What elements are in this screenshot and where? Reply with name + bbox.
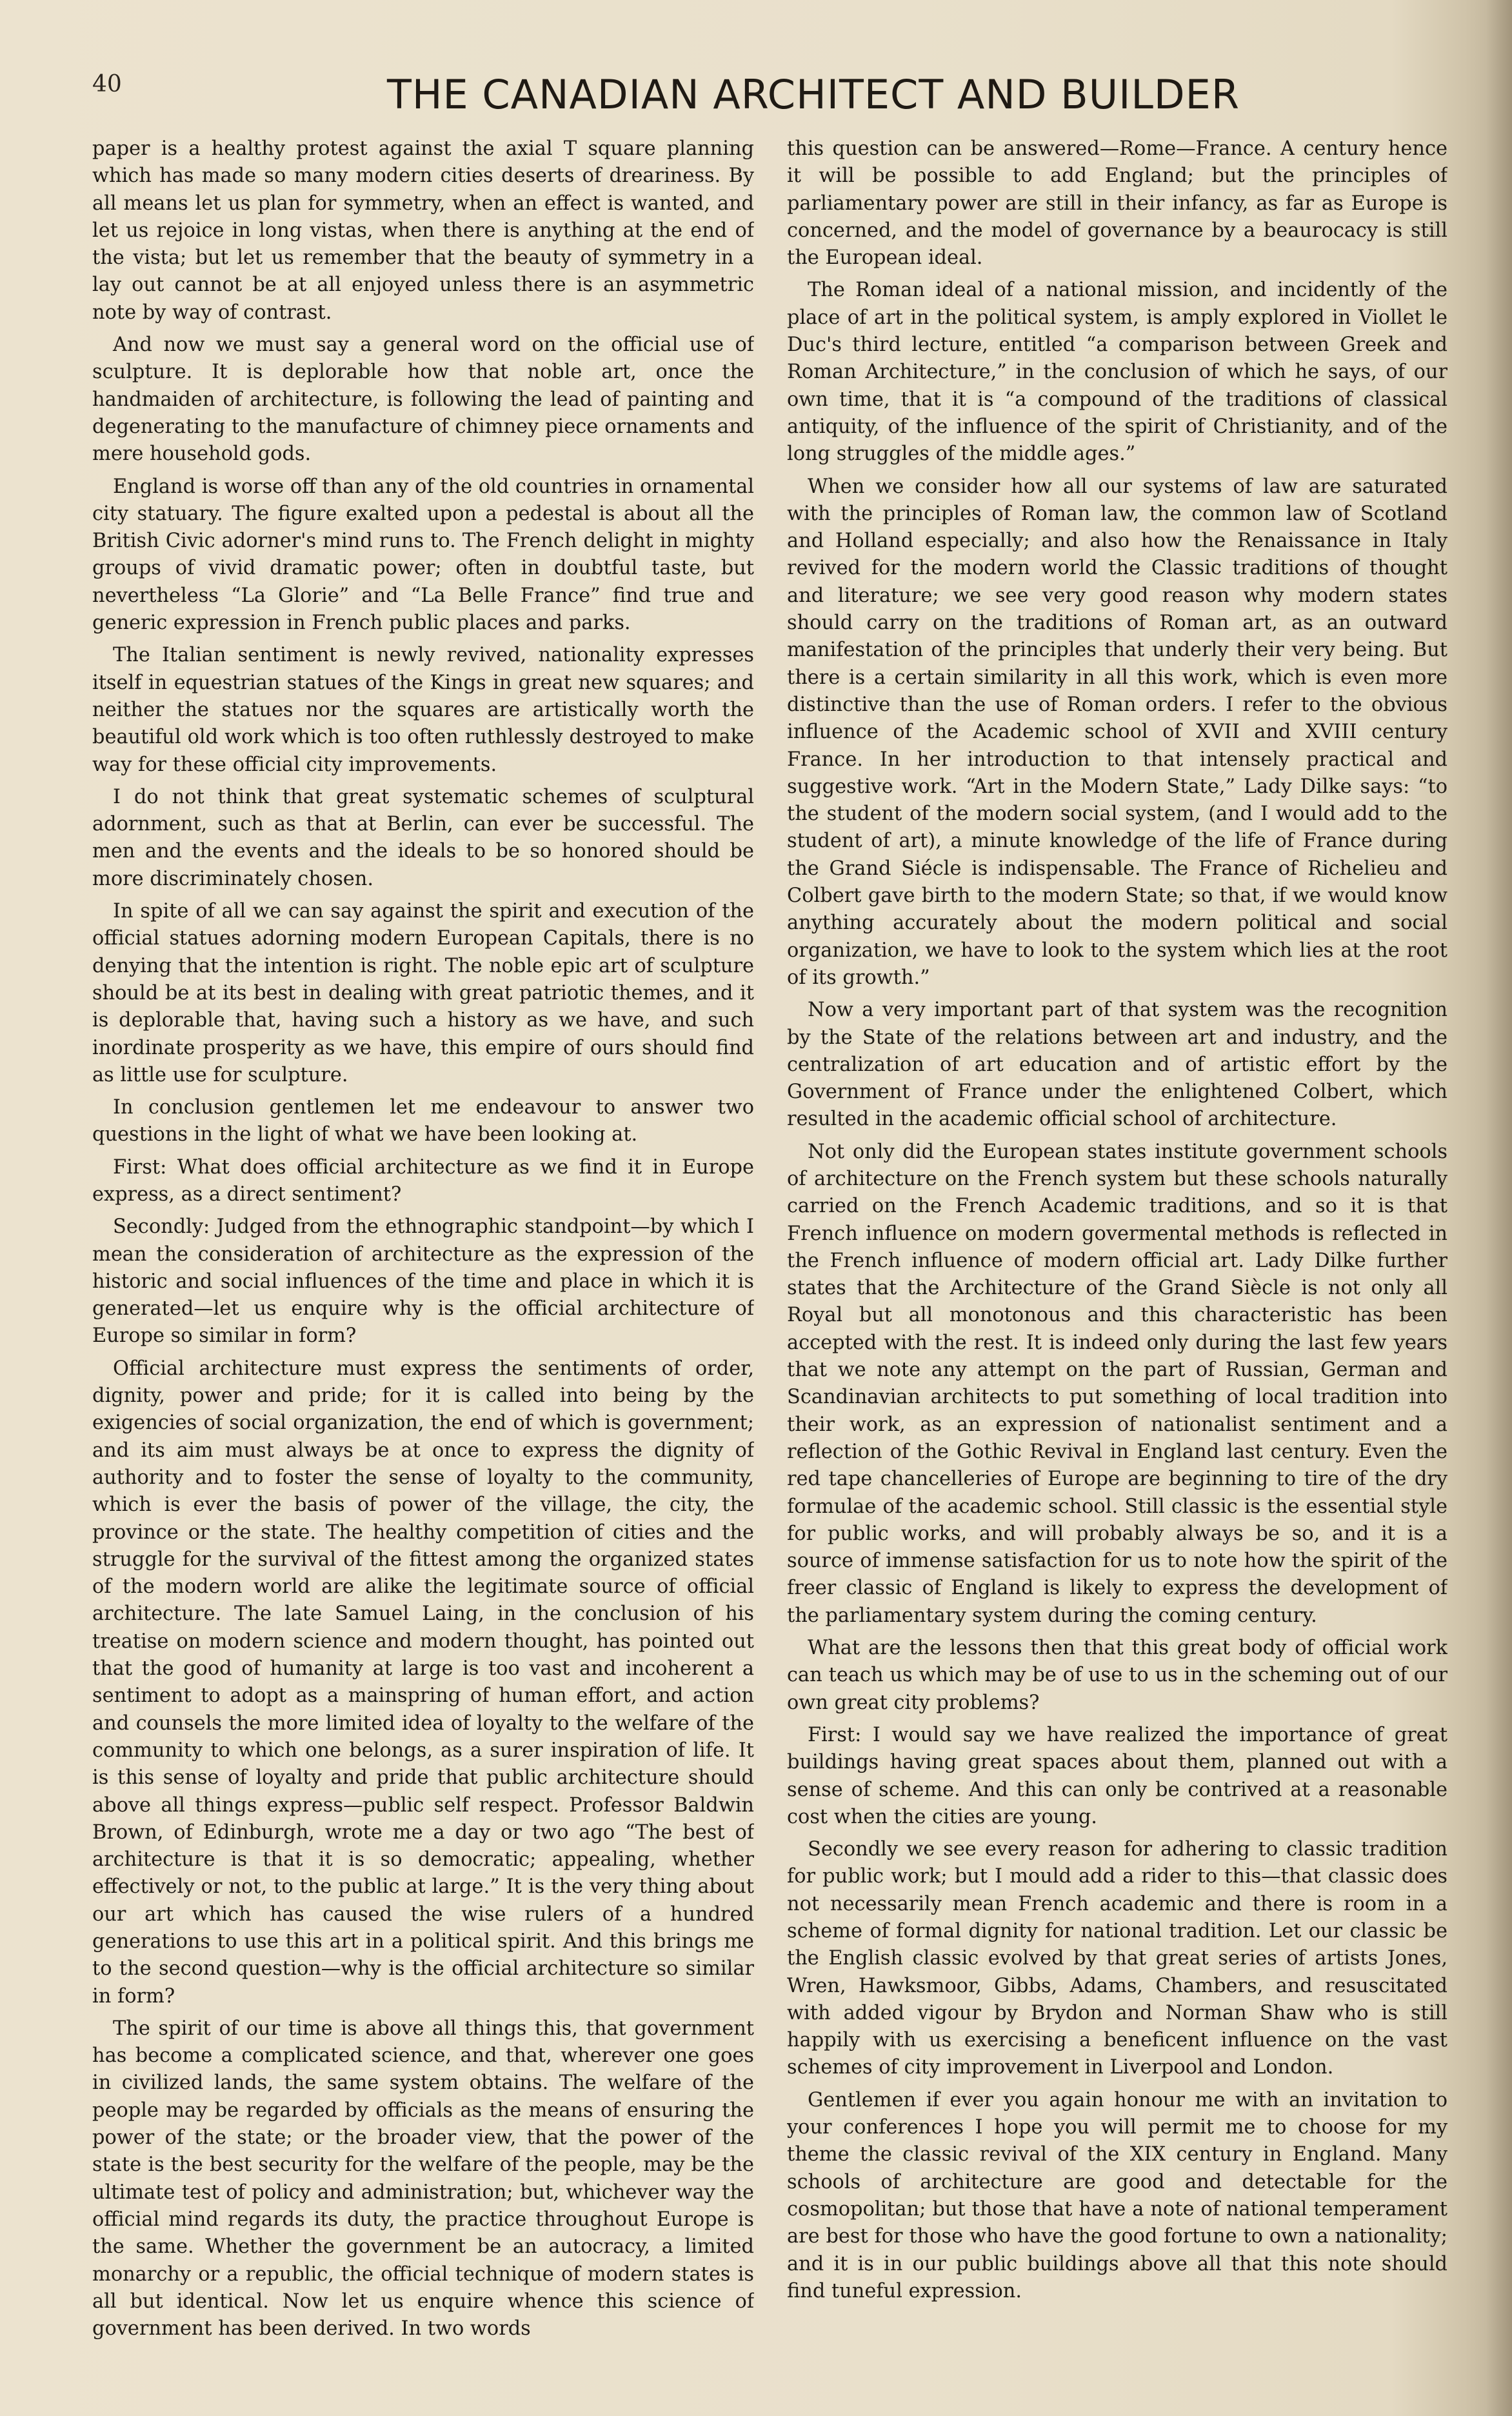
left-column	[92, 135, 754, 2393]
paragraph: First: I would say we have realized the importance of great buildings having great spaces about them, planned out with a sense of scheme. And this can only be contrived at a reasonable cost when the cities are young.	[787, 1723, 1447, 1828]
paragraph: The Italian sentiment is newly revived, nationality expresses itself in equestrian statues of the Kings in great new squares; and neither the statues nor the squares are artistically worth the beautiful old work which is too often ruthlessly destroyed to make way for these official city improvements.	[92, 644, 754, 776]
paragraph: When we consider how all our systems of law are saturated with the principles of Roman law, the common law of Scotland and Holland especially; and also how the Renaissance in Italy revived for the modern world the Classic traditions of thought and literature; we see very good reason why modern states should carry on the traditions of Roman art, as an outward manifestation of the principles that underly their very being. But there is a certain similarity in all this work, which is even more distinctive than the use of Roman orders. I refer to the obvious influence of the Academic school of XVII and XVIII century France. In her introduction to that intensely practical and suggestive work. “Art in the Modern State,” Lady Dilke says: “to the student of the modern social system, (and I would add to the student of art), a minute knowledge of the life of France during the Grand Siécle is indispensable. The France of Richelieu and Colbert gave birth to the modern State; so that, if we would know anything accurately about the modern political and social organization, we have to look to the system which lies at the root of its growth.”	[787, 475, 1447, 989]
paragraph: The Roman ideal of a national mission, and incidently of the place of art in the political system, is amply explored in Viollet le Duc's third lecture, entitled “a comparison between Greek and Roman Architecture,” in the conclusion of which he says, of our own time, that it is “a compound of the traditions of classical antiquity, of the influence of the spirit of Christianity, and of the long struggles of the middle ages.”	[787, 279, 1447, 466]
paragraph: England is worse off than any of the old countries in ornamental city statuary. The figure exalted upon a pedestal is about all the British Civic adorner's mind runs to. The French delight in mighty groups of vivid dramatic power; often in doubtful taste, but nevertheless “La Glorie” and “La Belle France” find true and generic expression in French public places and parks.	[92, 475, 754, 635]
paragraph: Not only did the European states institute government schools of architecture on the French system but these schools naturally carried on the French Academic traditions, and so it is that French influence on modern govermental methods is reflected in the French influence of modern official art. Lady Dilke further states that the Architecture of the Grand Siècle is not only all Royal but all monotonous and this characteristic has been accepted with the rest. It is indeed only during the last few years that we note any attempt on the part of Russian, German and Scandinavian architects to put something of local tradition into their work, as an expression of nationalist sentiment and a reflection of the Gothic Revival in England last century. Even the red tape chancelleries of Europe are beginning to tire of the dry formulae of the academic school. Still classic is the essential style for public works, and will probably always be so, and it is a source of immense satisfaction for us to note how the spirit of the freer classic of England is likely to express the development of the parliamentary system during the coming century.	[787, 1140, 1447, 1627]
page-number: 40	[92, 71, 122, 97]
page-header-title: THE CANADIAN ARCHITECT AND BUILDER	[387, 71, 1240, 118]
paragraph: paper is a healthy protest against the axial T square planning which has made so many modern cities deserts of dreariness. By all means let us plan for symmetry, when an effect is wanted, and let us rejoice in long vistas, when there is anything at the end of the vista; but let us remember that the beauty of symmetry in a lay out cannot be at all enjoyed unless there is an asymmetric note by way of contrast.	[92, 137, 754, 324]
page-edge-shadow	[1486, 0, 1512, 2416]
paragraph: Secondly: Judged from the ethnographic standpoint—by which I mean the consideration of architecture as the expression of the historic and social influences of the time and place in which it is generated—let us enquire why is the official architecture of Europe so similar in form?	[92, 1215, 754, 1348]
paragraph: In spite of all we can say against the spirit and execution of the official statues adorning modern European Capitals, there is no denying that the intention is right. The noble epic art of sculpture should be at its best in dealing with great patriotic themes, and it is deplorable that, having such a history as we have, and such inordinate prosperity as we have, this empire of ours should find as little use for sculpture.	[92, 900, 754, 1086]
paragraph: What are the lessons then that this great body of official work can teach us which may be of use to us in the scheming out of our own great city problems?	[787, 1637, 1447, 1714]
right-column	[787, 135, 1447, 2393]
paragraph: this question can be answered—Rome—France. A century hence it will be possible to add England; but the principles of parliamentary power are still in their infancy, as far as Europe is concerned, and the model of governance by a beaurocacy is still the European ideal.	[787, 137, 1447, 270]
paragraph: Official architecture must express the sentiments of order, dignity, power and pride; for it is called into being by the exigencies of social organization, the end of which is government; and its aim must always be at once to express the dignity of authority and to foster the sense of loyalty to the community, which is ever the basis of power of the village, the city, the province or the state. The healthy competition of cities and the struggle for the survival of the fittest among the organized states of the modern world are alike the legitimate source of official architecture. The late Samuel Laing, in the conclusion of his treatise on modern science and modern thought, has pointed out that the good of humanity at large is too vast and incoherent a sentiment to adopt as a mainspring of human effort, and action and counsels the more limited idea of loyalty to the welfare of the community to which one belongs, as a surer inspiration of life. It is this sense of loyalty and pride that public architecture should above all things express—public self respect. Professor Baldwin Brown, of Edinburgh, wrote me a day or two ago “The best of architecture is that it is so democratic; appealing, whether effectively or not, to the public at large.” It is the very thing about our art which has caused the wise rulers of a hundred generations to use this art in a political spirit. And this brings me to the second question—why is the official architecture so similar in form?	[92, 1357, 754, 2008]
paragraph: And now we must say a general word on the official use of sculpture. It is deplorable how that noble art, once the handmaiden of architecture, is following the lead of painting and degenerating to the manufacture of chimney piece ornaments and mere household gods.	[92, 334, 754, 466]
paragraph: I do not think that great systematic schemes of sculptural adornment, such as that at Berlin, can ever be successful. The men and the events and the ideals to be so honored should be more discriminately chosen.	[92, 785, 754, 890]
paragraph: First: What does official architecture as we find it in Europe express, as a direct sentiment?	[92, 1155, 754, 1206]
paragraph: Gentlemen if ever you again honour me with an invitation to your conferences I hope you will permit me to choose for my theme the classic revival of the XIX century in England. Many schools of architecture are good and detectable for the cosmopolitan; but those that have a note of national temperament are best for those who have the good fortune to own a nationality; and it is in our public buildings above all that this note should find tuneful expression.	[787, 2088, 1447, 2302]
paragraph: In conclusion gentlemen let me endeavour to answer two questions in the light of what we have been looking at.	[92, 1096, 754, 1146]
paragraph: Now a very important part of that system was the recognition by the State of the relations between art and industry, and the centralization of art education and of artistic effort by the Government of France under the enlightened Colbert, which resulted in the academic official school of architecture.	[787, 999, 1447, 1131]
paragraph: Secondly we see every reason for adhering to classic tradition for public work; but I mould add a rider to this—that classic does not necessarily mean French academic and there is room in a scheme of formal dignity for national tradition. Let our classic be the English classic evolved by that great series of artists Jones, Wren, Hawksmoor, Gibbs, Adams, Chambers, and resuscitated with added vigour by Brydon and Norman Shaw who is still happily with us exercising a beneficent influence on the vast schemes of city improvement in Liverpool and London.	[787, 1838, 1447, 2079]
paragraph: The spirit of our time is above all things this, that government has become a complicated science, and that, wherever one goes in civilized lands, the same system obtains. The welfare of the people may be regarded by officials as the means of ensuring the power of the state; or the broader view, that the power of the state is the best security for the welfare of the people, may be the ultimate test of policy and administration; but, whichever way the official mind regards its duty, the practice throughout Europe is the same. Whether the government be an autocracy, a limited monarchy or a republic, the official technique of modern states is all but identical. Now let us enquire whence this science of government has been derived. In two words	[92, 2017, 754, 2341]
